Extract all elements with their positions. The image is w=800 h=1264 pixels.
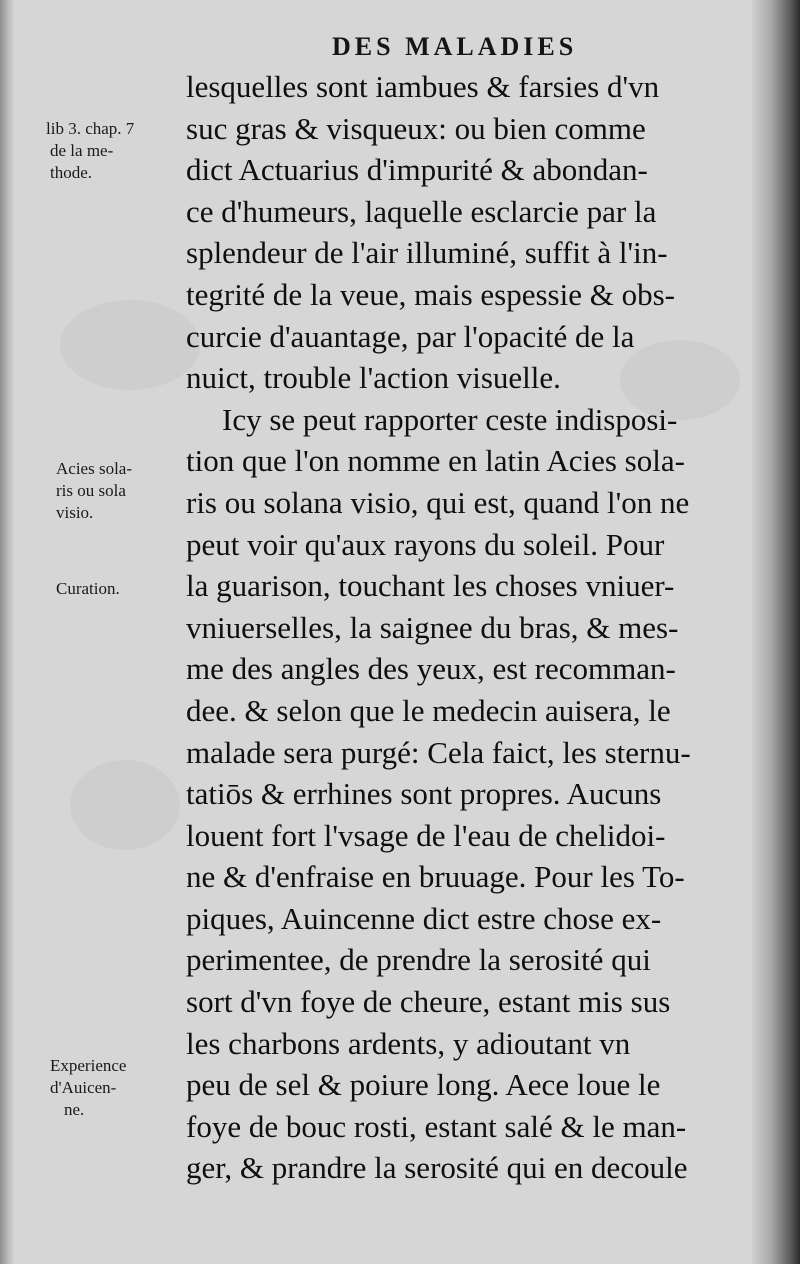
margin-note-reference: [46, 118, 134, 184]
text-line: vniuerselles, la saignee du bras, & mes-: [186, 609, 679, 645]
page-gutter-shadow: [0, 0, 14, 1264]
margin-note-line: thode.: [50, 163, 93, 182]
margin-note-line: Acies sola-: [56, 459, 133, 478]
text-line: tegrité de la veue, mais espessie & obs-: [186, 276, 675, 312]
margin-note-line: Experience: [50, 1056, 127, 1075]
text-line: ne & d'enfraise en bruuage. Pour les To-: [186, 859, 685, 895]
text-line: la guarison, touchant les choses vniuer-: [186, 568, 675, 604]
text-line: suc gras & visqueux: ou bien comme: [186, 110, 646, 146]
paper-stain: [70, 760, 180, 850]
text-line: malade sera purgé: Cela faict, les sternu-: [186, 734, 691, 770]
text-line: peu de sel & poiure long. Aece loue le: [186, 1067, 661, 1103]
text-line: lesquelles sont iambues & farsies d'vn: [186, 69, 660, 104]
text-line: splendeur de l'air illuminé, suffit à l'in-: [186, 235, 668, 271]
text-line: ce d'humeurs, laquelle esclarcie par la: [186, 193, 657, 229]
text-line: Icy se peut rapporter ceste indisposi-: [222, 401, 678, 437]
text-line: me des angles des yeux, est recomman-: [186, 651, 676, 687]
text-line: sort d'vn foye de cheure, estant mis sus: [186, 984, 671, 1020]
margin-note-line: de la me-: [50, 141, 114, 160]
running-head: DES MALADIES: [332, 32, 578, 61]
main-text: [186, 66, 768, 1189]
text-line: tion que l'on nomme en latin Acies sola-: [186, 443, 685, 479]
text-line: nuict, trouble l'action visuelle.: [186, 360, 561, 396]
text-line: ger, & prandre la serosité qui en decoule: [186, 1150, 688, 1186]
text-line: dee. & selon que le medecin auisera, le: [186, 692, 671, 728]
text-line: les charbons ardents, y adioutant vn: [186, 1025, 631, 1061]
text-line: tatiōs & errhines sont propres. Aucuns: [186, 776, 662, 812]
text-line: curcie d'auantage, par l'opacité de la: [186, 318, 635, 354]
margin-note-line: Curation.: [56, 579, 120, 598]
margin-note-line: lib 3. chap. 7: [46, 119, 135, 138]
text-line: piques, Auincenne dict estre chose ex-: [186, 900, 662, 936]
text-line: peut voir qu'aux rayons du soleil. Pour: [186, 526, 665, 562]
margin-note-line: ris ou sola: [56, 481, 126, 500]
margin-note-curation: [46, 578, 120, 600]
text-line: foye de bouc rosti, estant salé & le man-: [186, 1108, 687, 1144]
text-line: louent fort l'vsage de l'eau de chelidoi-: [186, 817, 666, 853]
margin-note-line: ne.: [64, 1100, 85, 1119]
margin-note-experience: [46, 1055, 126, 1121]
paper-stain: [60, 300, 200, 390]
margin-note-line: visio.: [56, 503, 94, 522]
text-line: ris ou solana visio, qui est, quand l'on ne: [186, 484, 690, 520]
text-line: perimentee, de prendre la serosité qui: [186, 942, 651, 978]
margin-note-acies: [46, 458, 132, 524]
text-line: dict Actuarius d'impurité & abondan-: [186, 152, 648, 188]
margin-note-line: d'Auicen-: [50, 1078, 117, 1097]
